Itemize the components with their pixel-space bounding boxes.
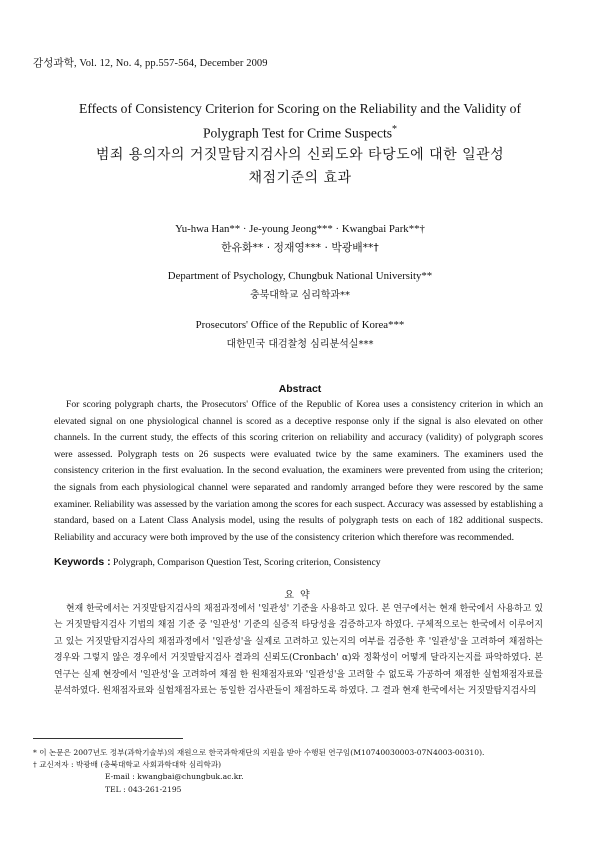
affiliation-department-korean: 충북대학교 심리학과** <box>249 290 351 301</box>
footnote-telephone: TEL : 043-261-2195 <box>105 784 182 794</box>
footnote-funding: * 이 논문은 2007년도 정부(과학기술부)의 재원으로 한국과학재단의 지원을 받아 수행된 연구임(M10740030003-07N4003-00310). <box>33 748 485 757</box>
journal-citation: 감성과학, Vol. 12, No. 4, pp.557-564, December 2009 <box>33 58 268 69</box>
authors-korean: 한유화** · 정재영*** · 박광배**† <box>221 241 379 254</box>
keywords-list: Polygraph, Comparison Question Test, Scoring criterion, Consistency <box>113 557 381 568</box>
footnote-email: E-mail : kwangbai@chungbuk.ac.kr. <box>105 772 244 782</box>
affiliation-office-korean: 대한민국 대검찰청 심리분석실*** <box>226 339 374 350</box>
footnote-corresponding-author: † 교신저자 : 박광배 (충북대학교 사회과학대학 심리학과) <box>33 760 222 770</box>
affiliation-department-english: Department of Psychology, Chungbuk National University** <box>167 270 433 282</box>
english-title-line-2-text: Polygraph Test for Crime Suspects <box>202 125 393 141</box>
english-title-line-2 <box>40 119 560 144</box>
korean-abstract-body <box>54 601 543 699</box>
affiliation-office-english: Prosecutors' Office of the Republic of Korea*** <box>195 319 405 331</box>
keywords <box>54 556 543 568</box>
korean-abstract-heading: 요약 <box>284 590 316 601</box>
korean-title-line-1: 범죄 용의자의 거짓말탐지검사의 신뢰도와 타당도에 대한 일관성 <box>95 147 505 163</box>
footnotes <box>33 747 553 796</box>
abstract-body <box>54 397 543 546</box>
english-title-line-1: Effects of Consistency Criterion for Scoring on the Reliability and the Validity of <box>79 101 521 116</box>
authors-english: Yu-hwa Han** · Je-young Jeong*** · Kwangbai Park**† <box>175 223 425 235</box>
korean-title <box>40 144 560 190</box>
keywords-label: Keywords : <box>54 556 111 568</box>
abstract-paragraph: For scoring polygraph charts, the Prosecutors' Office of the Republic of Korea uses a consistency criterion in which an elevated signal on one physiological channel is scored as a deceptive response only if the signal is also elevated on other channels. In the current study, the effects of this scoring criterion on reliability and accuracy (validity) of polygraph scores were assessed. Polygraph tests on 26 suspects were evaluated twice by the same examiners. The examiners used the consistency criterion in the first evaluation. In the second evaluation, the examiners were prevented from using the criterion; the signals from each physiological channel were separated and randomly arranged before they were rescored by the same examiner. Reliability was assessed by the variation among the scores for each suspect. Accuracy was assessed by establishing a standard, based on a Latent Class Analysis model, using the results of polygraph tests on each of 182 additional suspects. Reliability and accuracy were both improved by the use of the consistency criterion which therefore was recommended. <box>54 399 543 543</box>
footnote-divider <box>33 738 183 739</box>
title-footnote-mark: * <box>392 124 398 135</box>
abstract-heading: Abstract <box>278 383 322 395</box>
korean-title-line-2: 채점기준의 효과 <box>248 170 352 186</box>
korean-abstract-paragraph: 현재 한국에서는 거짓말탐지검사의 채점과정에서 '일관성' 기준을 사용하고 있다. 본 연구에서는 현재 한국에서 사용하고 있는 거짓말탐지검사 기법의 채점 기준 중 '일관성' 기준의 실증적 타당성을 검증하고자 하였다. 구체적으로는 한국에서 이루어지고 있는 거짓말탐지검사의 채점과정에서 '일관성'을 실제로 고려하고 있는지의 여부를 검증한 후 '일관성'을 고려하여 채점하는 경우와 그렇지 않은 경우에서 거짓말탐지검사 결과의 신뢰도(Cronbach' α)와 정확성이 어떻게 달라지는지를 파악하였다. 본 연구는 실제 현장에서 '일관성'을 고려하여 채점 한 원채점자료와 '일관성'을 고려할 수 없도록 가공하여 채점한 실험채점자료를 분석하였다. 원채점자료와 실험채점자료는 동일한 검사관들이 채점하도록 하였다. 그 결과 현재 한국에서는 거짓말탐지검사의 <box>54 604 543 697</box>
english-title <box>40 98 560 144</box>
